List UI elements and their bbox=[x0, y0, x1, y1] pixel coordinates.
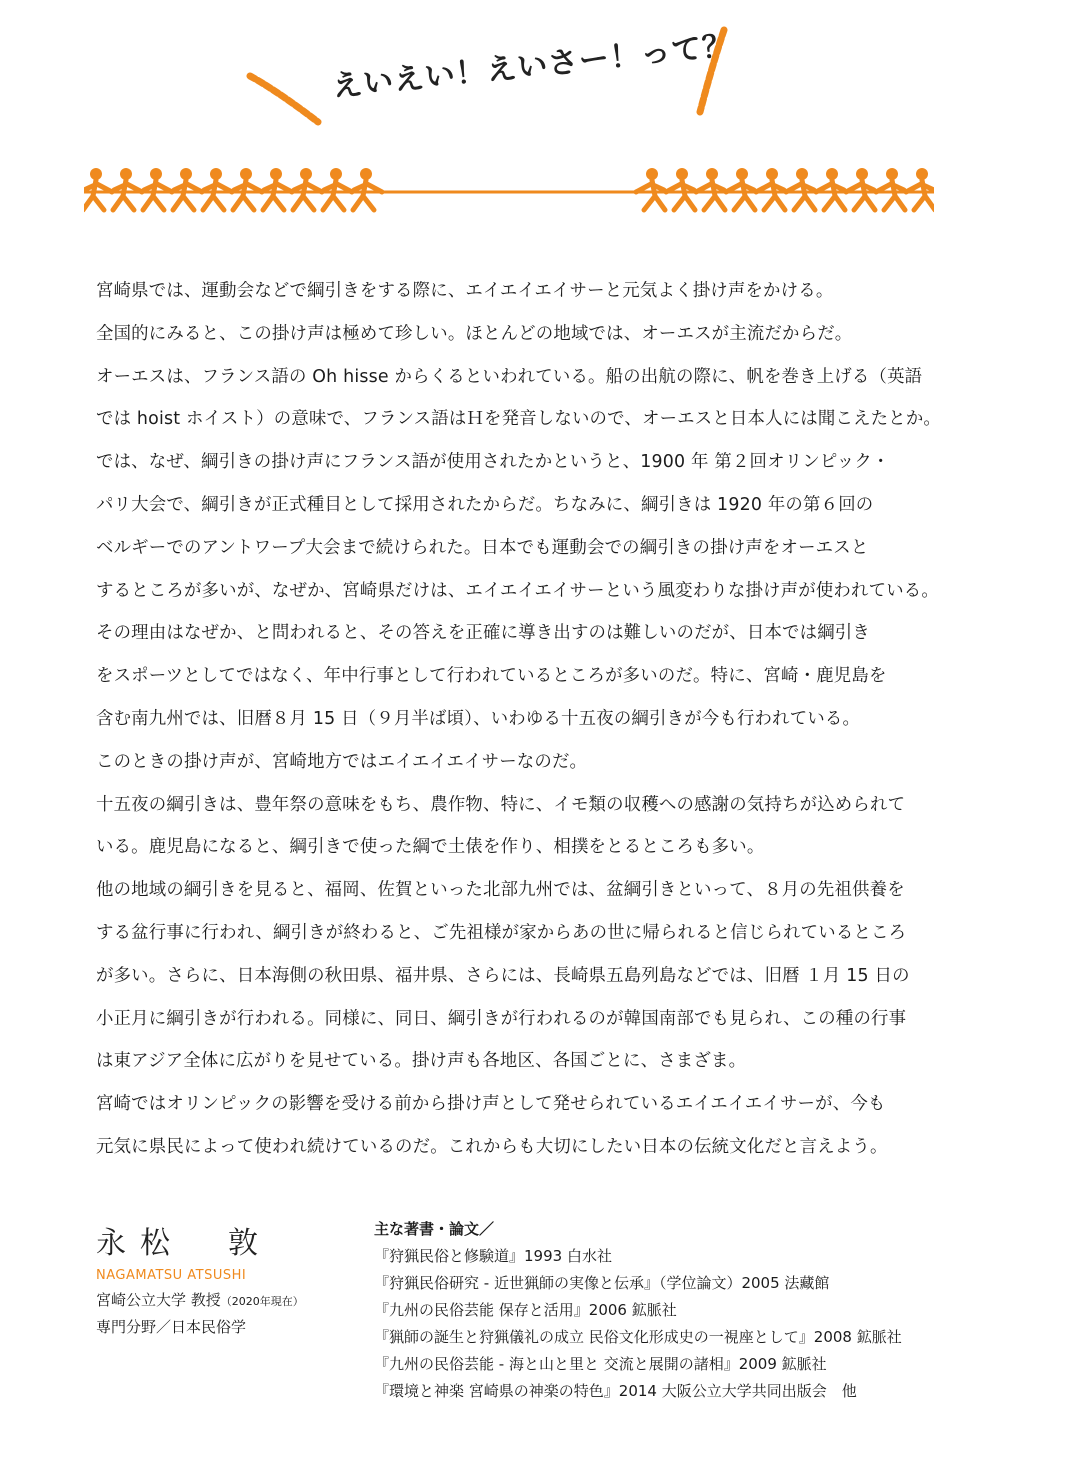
body-line: をスポーツとしてではなく、年中行事として行われているところが多いのだ。特に、宮崎・鹿児島を bbox=[96, 666, 887, 687]
works-list bbox=[374, 1218, 934, 1405]
rope-right-decoration bbox=[692, 26, 732, 118]
author-profile bbox=[96, 1218, 356, 1337]
works-item: 『環境と神楽 宮崎県の神楽の特色』2014 大阪公立大学共同出版会 他 bbox=[374, 1382, 857, 1400]
body-line: は東アジア全体に広がりを見せている。掛け声も各地区、各国ごとに、さまざま。 bbox=[96, 1051, 747, 1072]
article-body bbox=[96, 270, 942, 1169]
body-line: 元気に県民によって使われ続けているのだ。これからも大切にしたい日本の伝統文化だと言えよう。 bbox=[96, 1136, 888, 1157]
works-item: 『猟師の誕生と狩猟儀礼の成立 民俗文化形成史の一視座として』2008 鉱脈社 bbox=[374, 1328, 902, 1346]
author-roman-name: NAGAMATSU ATSUSHI bbox=[96, 1268, 247, 1283]
author-position-title: 宮崎公立大学 教授 bbox=[96, 1291, 221, 1309]
body-line: このときの掛け声が、宮崎地方ではエイエイエイサーなのだ。 bbox=[96, 751, 588, 772]
page-title: えいえい！えいさー！って？ bbox=[330, 27, 735, 105]
body-line: いる。鹿児島になると、綱引きで使った綱で土俵を作り、相撲をとるところも多い。 bbox=[96, 837, 765, 858]
author-position-note: （2020年現在） bbox=[220, 1295, 304, 1308]
author-name: 永松 敦 bbox=[96, 1226, 272, 1261]
tug-of-war-illustration bbox=[84, 168, 934, 218]
body-line: 他の地域の綱引きを見ると、福岡、佐賀といった北部九州では、盆綱引きといって、８月の先祖供養を bbox=[96, 880, 905, 901]
body-line: 十五夜の綱引きは、豊年祭の意味をもち、農作物、特に、イモ類の収穫への感謝の気持ちが込められて bbox=[96, 794, 906, 815]
author-position bbox=[96, 1289, 356, 1310]
author-field: 専門分野／日本民俗学 bbox=[96, 1318, 247, 1336]
works-item: 『九州の民俗芸能 保存と活用』2006 鉱脈社 bbox=[374, 1301, 677, 1319]
works-item: 『狩猟民俗研究 - 近世猟師の実像と伝承』（学位論文）2005 法藏館 bbox=[374, 1274, 830, 1292]
body-line: するところが多いが、なぜか、宮崎県だけは、エイエイエイサーという風変わりな掛け声が使われている。 bbox=[96, 580, 939, 601]
body-line: 宮崎県では、運動会などで綱引きをする際に、エイエイエイサーと元気よく掛け声をかける。 bbox=[96, 281, 834, 301]
left-team bbox=[84, 168, 382, 210]
body-line: オーエスは、フランス語の Oh hisse からくるといわれている。船の出航の際に、帆を巻き上げる（英語 bbox=[96, 366, 923, 387]
rope-left-decoration bbox=[246, 70, 326, 130]
body-line: ベルギーでのアントワープ大会まで続けられた。日本でも運動会での綱引きの掛け声をオーエスと bbox=[96, 537, 869, 558]
body-line: では hoist ホイスト）の意味で、フランス語はＨを発音しないので、オーエスと日本人には聞こえたとか。 bbox=[96, 409, 942, 430]
body-line: その理由はなぜか、と問われると、その答えを正確に導き出すのは難しいのだが、日本では綱引き bbox=[96, 623, 870, 644]
body-line: パリ大会で、綱引きが正式種目として採用されたからだ。ちなみに、綱引きは 1920 年の第６回の bbox=[96, 494, 874, 515]
body-line: 全国的にみると、この掛け声は極めて珍しい。ほとんどの地域では、オーエスが主流だからだ。 bbox=[96, 323, 853, 344]
works-item: 『九州の民俗芸能 - 海と山と里と 交流と展開の諸相』2009 鉱脈社 bbox=[374, 1355, 827, 1373]
body-line: 小正月に綱引きが行われる。同様に、同日、綱引きが行われるのが韓国南部でも見られ、この種の行事 bbox=[96, 1008, 907, 1029]
right-team bbox=[636, 168, 934, 210]
body-line: 宮崎ではオリンピックの影響を受ける前から掛け声として発せられているエイエイエイサーが、今も bbox=[96, 1094, 886, 1115]
body-line: が多い。さらに、日本海側の秋田県、福井県、さらには、長崎県五島列島などでは、旧暦 １月 15 日の bbox=[96, 965, 910, 986]
body-line: する盆行事に行われ、綱引きが終わると、ご先祖様が家からあの世に帰られると信じられているところ bbox=[96, 922, 907, 943]
body-line: では、なぜ、綱引きの掛け声にフランス語が使用されたかというと、1900 年 第２回オリンピック・ bbox=[96, 452, 890, 473]
body-line: 含む南九州では、旧暦８月 15 日（９月半ば頃）、いわゆる十五夜の綱引きが今も行われている。 bbox=[96, 708, 861, 729]
title-area bbox=[240, 20, 740, 140]
works-item: 『狩猟民俗と修験道』1993 白水社 bbox=[374, 1247, 612, 1265]
works-heading: 主な著書・論文／ bbox=[374, 1220, 495, 1238]
